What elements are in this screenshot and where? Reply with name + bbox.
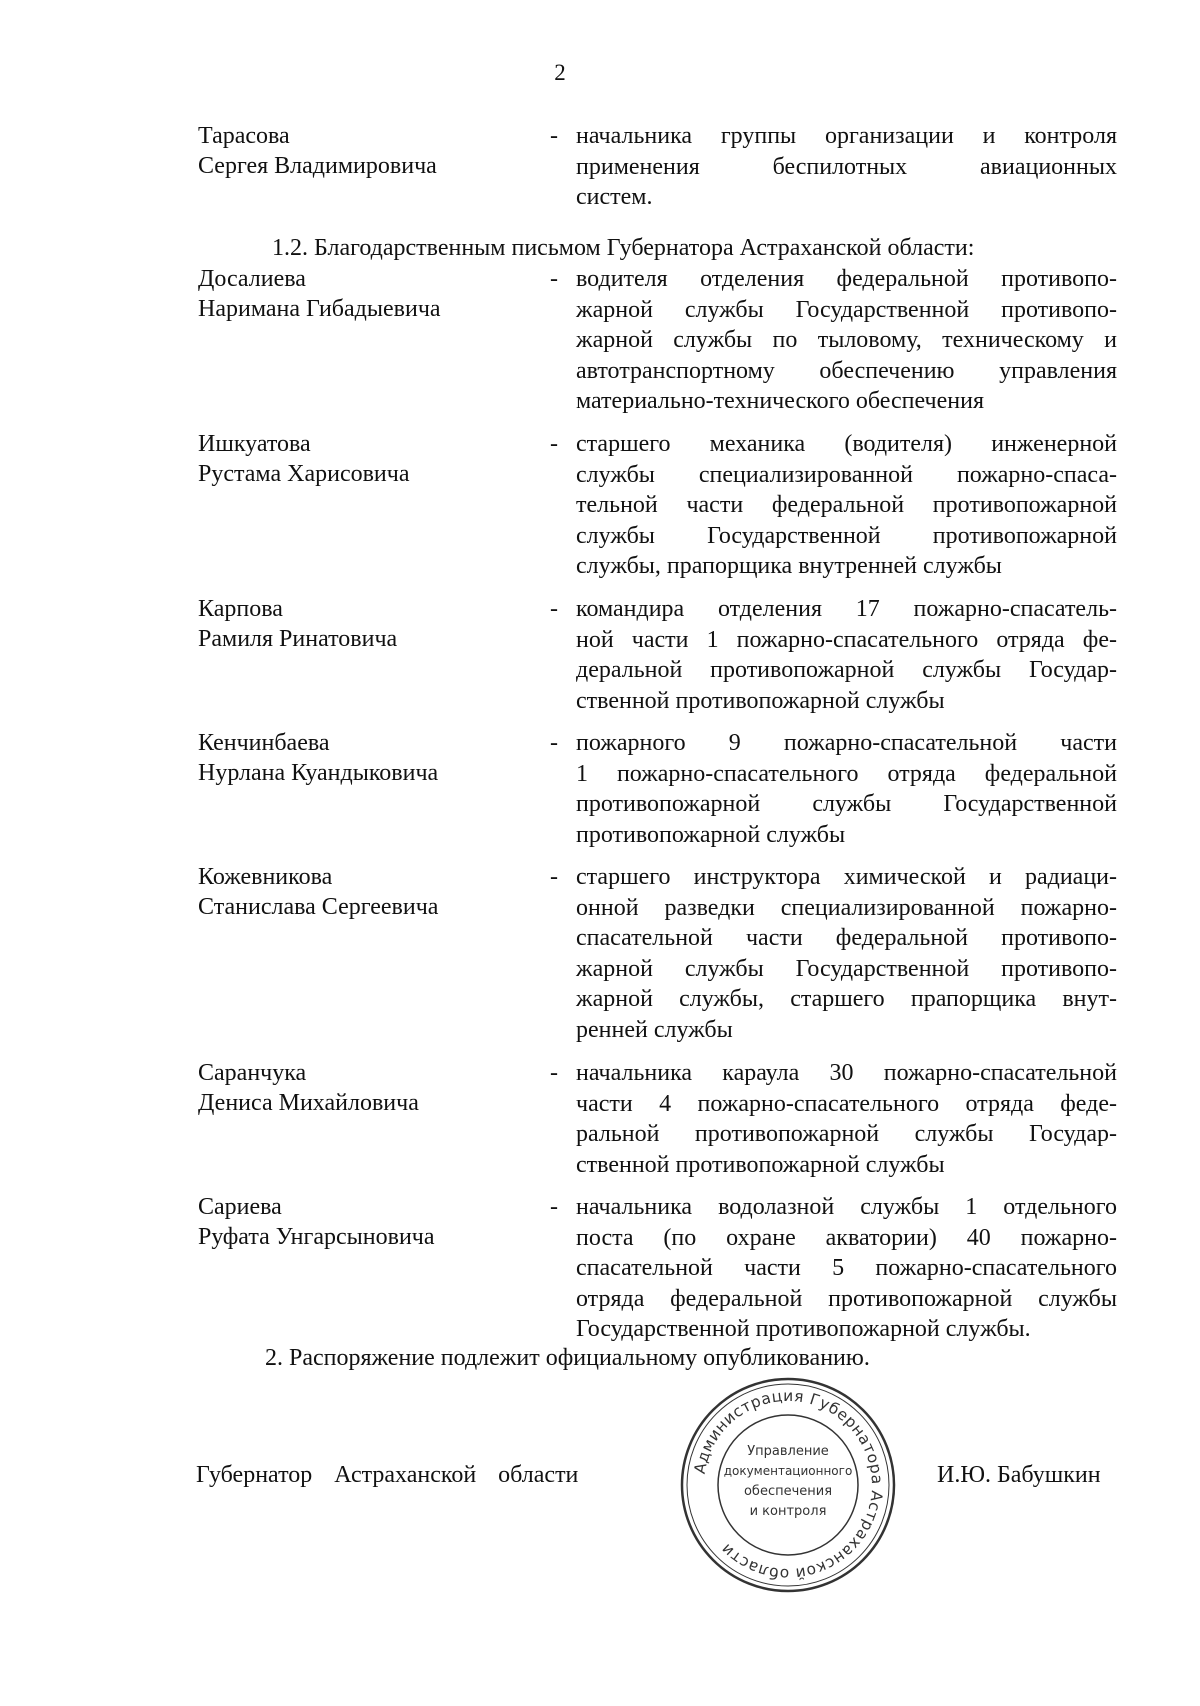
entry-surname: Тарасова [198,123,290,149]
role-line: начальника водолазной службы 1 отдельного [576,1194,1117,1220]
role-line: систем. [576,184,653,210]
role-line: ренней службы [576,1016,733,1043]
entry-role [576,429,1117,582]
role-line: поста (по охране акватории) 40 пожарно- [576,1224,1117,1251]
role-line: жарной службы Государственной противопо- [576,296,1117,323]
role-line: ственной противопожарной службы [576,1151,945,1178]
role-line: тельной части федеральной противопожарной [576,492,1117,518]
entry-surname: Саранчука [198,1060,307,1086]
entry-given-names: Сергея Владимировича [198,153,437,179]
role-line: Государственной противопожарной службы. [576,1316,1031,1342]
paragraph-2: 2. Распоряжение подлежит официальному опубликованию. [265,1345,870,1371]
entry-given-names: Руфата Унгарсыновича [198,1224,435,1250]
entry-role [576,728,1117,850]
role-line: противопожарной службы Государственной [576,791,1117,817]
entry-given-names: Дениса Михайловича [198,1090,419,1116]
entry-given-names: Нурлана Куандыковича [198,760,439,786]
page-number: 2 [554,60,566,85]
entry-role [576,121,1117,213]
seal-center-line: обеспечения [743,1484,833,1499]
entry-role [576,594,1117,716]
entry-dash: - [550,431,558,457]
role-line: ственной противопожарной службы [576,687,945,714]
entry-given-names: Рамиля Ринатовича [198,626,398,652]
role-line: жарной службы, старшего прапорщика внут- [576,986,1117,1012]
seal-center-line: и контроля [749,1504,827,1519]
role-line: начальника группы организации и контроля [576,123,1117,149]
entry-dash: - [550,730,558,756]
role-line: командира отделения 17 пожарно-спасатель- [576,596,1117,622]
signature-title: Губернатор Астраханской области [196,1462,579,1488]
role-line: ной части 1 пожарно-спасательного отряда фе- [576,626,1117,653]
official-seal [678,1375,898,1595]
entry-dash: - [550,1060,558,1086]
entry-surname: Кожевникова [198,864,333,890]
entry-given-names: Станислава Сергеевича [198,894,439,920]
role-line: материально-технического обеспечения [576,388,984,414]
role-line: службы специализированной пожарно-спаса- [576,461,1117,488]
seal-ring-text: Администрация Губернатора Астраханской области [690,1386,887,1584]
section-heading: 1.2. Благодарственным письмом Губернатора Астраханской области: [272,235,975,261]
role-line: начальника караула 30 пожарно-спасательной [576,1060,1117,1086]
entry-surname: Досалиева [198,266,306,292]
seal-center-line: документационного [723,1464,853,1478]
entry-given-names: Наримана Гибадыевича [198,296,441,322]
role-line: старшего инструктора химической и радиаци- [576,864,1117,890]
seal-center-line: Управление [747,1444,829,1459]
role-line: службы Государственной противопожарной [576,522,1117,549]
role-line: водителя отделения федеральной противопо- [576,266,1117,292]
entry-role [576,1058,1117,1180]
role-line: применения беспилотных авиационных [576,153,1117,180]
entry-dash: - [550,864,558,890]
entry-role [576,862,1117,1045]
entry-dash: - [550,123,558,149]
role-line: отряда федеральной противопожарной службы [576,1285,1117,1312]
entry-role [576,264,1117,417]
entry-surname: Карпова [198,596,283,622]
role-line: жарной службы Государственной противопо- [576,955,1117,982]
entry-dash: - [550,596,558,622]
entry-surname: Кенчинбаева [198,730,330,756]
role-line: жарной службы по тыловому, техническому и [576,327,1117,353]
role-line: старшего механика (водителя) инженерной [576,431,1117,457]
role-line: онной разведки специализированной пожарно- [576,894,1117,921]
entry-surname: Ишкуатова [198,431,311,457]
entry-given-names: Рустама Харисовича [198,461,410,487]
role-line: противопожарной службы [576,821,846,848]
signature-name: И.Ю. Бабушкин [937,1462,1101,1488]
role-line: спасательной части федеральной противопо- [576,925,1117,951]
role-line: деральной противопожарной службы Государ- [576,657,1117,683]
role-line: автотранспортному обеспечению управления [576,357,1117,384]
entry-dash: - [550,266,558,292]
role-line: части 4 пожарно-спасательного отряда феде- [576,1090,1117,1117]
entry-dash: - [550,1194,558,1220]
role-line: пожарного 9 пожарно-спасательной части [576,730,1117,756]
entry-surname: Сариева [198,1194,282,1220]
role-line: службы, прапорщика внутренней службы [576,553,1002,579]
entry-role [576,1192,1117,1345]
role-line: ральной противопожарной службы Государ- [576,1121,1117,1147]
role-line: спасательной части 5 пожарно-спасательного [576,1255,1117,1281]
role-line: 1 пожарно-спасательного отряда федеральной [576,760,1117,787]
